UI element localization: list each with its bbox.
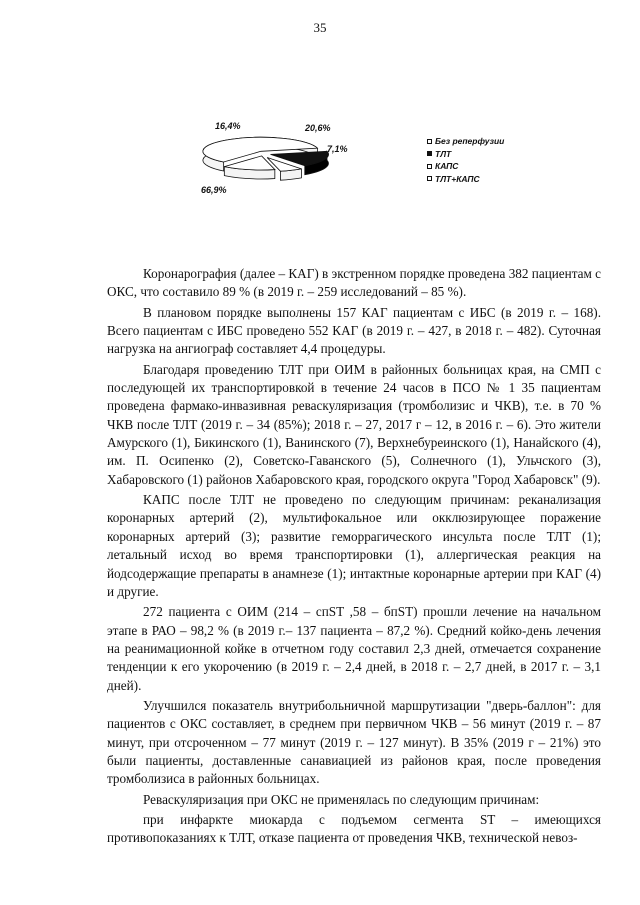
pie-chart-svg bbox=[195, 115, 425, 205]
pie-value-label: 66,9% bbox=[201, 185, 227, 195]
legend-swatch bbox=[427, 139, 432, 144]
legend-swatch bbox=[427, 164, 432, 169]
legend-label: ТЛТ+КАПС bbox=[435, 173, 480, 184]
legend-item bbox=[427, 160, 504, 173]
paragraph: Реваскуляризация при ОКС не применялась по следующим причинам: bbox=[143, 791, 540, 807]
legend-item bbox=[427, 173, 504, 186]
pie-value-label: 16,4% bbox=[215, 121, 241, 131]
page-number: 35 bbox=[313, 20, 327, 35]
legend-swatch bbox=[427, 176, 432, 181]
paragraph: Благодаря проведению ТЛТ при ОИМ в районных больницах края, на СМП с последующей их транспортировкой в течение 24 часов в ПСО № 1 35 пациентам проведена фармако-инвазивная реваскуляризация (тромболизис и ЧКВ), т.е. в 70 % ЧКВ после ТЛТ (2019 г. – 34 (85%); 2018 г. – 27, 2017 г – 12, в 2016 г. – 6). Это жители Амурского (1), Бикинского (1), Ванинского (7), Верхнебуреинского (1), Нанайского (4), им. П. Осипенко (2), Советско-Гаванского (5), Солнечного (1), Ульчского (3), Хабаровского (1) районов Хабаровского края, городского округа "Город Хабаровск" (9). bbox=[107, 361, 601, 487]
legend-item bbox=[427, 135, 504, 148]
legend-swatch bbox=[427, 151, 432, 156]
pie-chart bbox=[195, 115, 555, 205]
pie-value-label: 7,1% bbox=[327, 144, 348, 154]
legend-label: КАПС bbox=[435, 161, 459, 172]
chart-legend bbox=[427, 135, 504, 185]
paragraph: Улучшился показатель внутрибольничной маршрутизации "дверь-баллон": для пациентов с ОКС составляет, в среднем при первичном ЧКВ – 56 минут (2019 г. – 87 минут, при отсроченном – 77 минут (2019 г. – 127 минут). В 35% (2019 г – 21%) это были пациенты, доставленные санавиацией из районов края, после проведения тромболизиса в районных больницах. bbox=[107, 697, 601, 787]
paragraph: Коронарография (далее – КАГ) в экстренном порядке проведена 382 пациентам с ОКС, что составило 89 % (в 2019 г. – 259 исследований – 85 %). bbox=[107, 266, 601, 300]
legend-item bbox=[427, 148, 504, 161]
legend-label: Без реперфузии bbox=[435, 136, 505, 147]
paragraph: при инфаркте миокарда с подъемом сегмента ST – имеющихся противопоказаниях к ТЛТ, отказе пациента от проведения ЧКВ, технической невоз- bbox=[107, 811, 601, 846]
paragraph: В плановом порядке выполнены 157 КАГ пациентам с ИБС (в 2019 г. – 168). Всего пациентам с ИБС проведено 552 КАГ (в 2019 г. – 427, в 2018 г. – 482). Суточная нагрузка на ангиограф составляет 4,4 процедуры. bbox=[107, 304, 601, 357]
body-text bbox=[107, 265, 601, 848]
pie-value-label: 20,6% bbox=[305, 123, 331, 133]
paragraph: КАПС после ТЛТ не проведено по следующим причинам: реканализация коронарных артерий (2), мультифокальное или окклюзирующее поражение коронарных артерий (3); развитие геморрагического инсульта после ТЛТ (1); летальный исход во время транспортировки (1), аллергическая реакция на йодсодержащие препараты в анамнезе (1); интактные коронарные артерии при КАГ (4) и другие. bbox=[107, 492, 601, 599]
paragraph: 272 пациента с ОИМ (214 – спST ,58 – бпST) прошли лечение на начальном этапе в РАО – 98,2 % (в 2019 г.– 137 пациента – 87,2 %). Средний койко-день лечения на реанимационной койке в отчетном году составил 2,3 дней, отмечается сохранение тенденции к его укорочению (в 2019 г. – 2,4 дней, в 2018 г. – 2,7 дней, в 2017 г. – 3,1 дней). bbox=[107, 604, 601, 693]
legend-label: ТЛТ bbox=[435, 148, 452, 159]
